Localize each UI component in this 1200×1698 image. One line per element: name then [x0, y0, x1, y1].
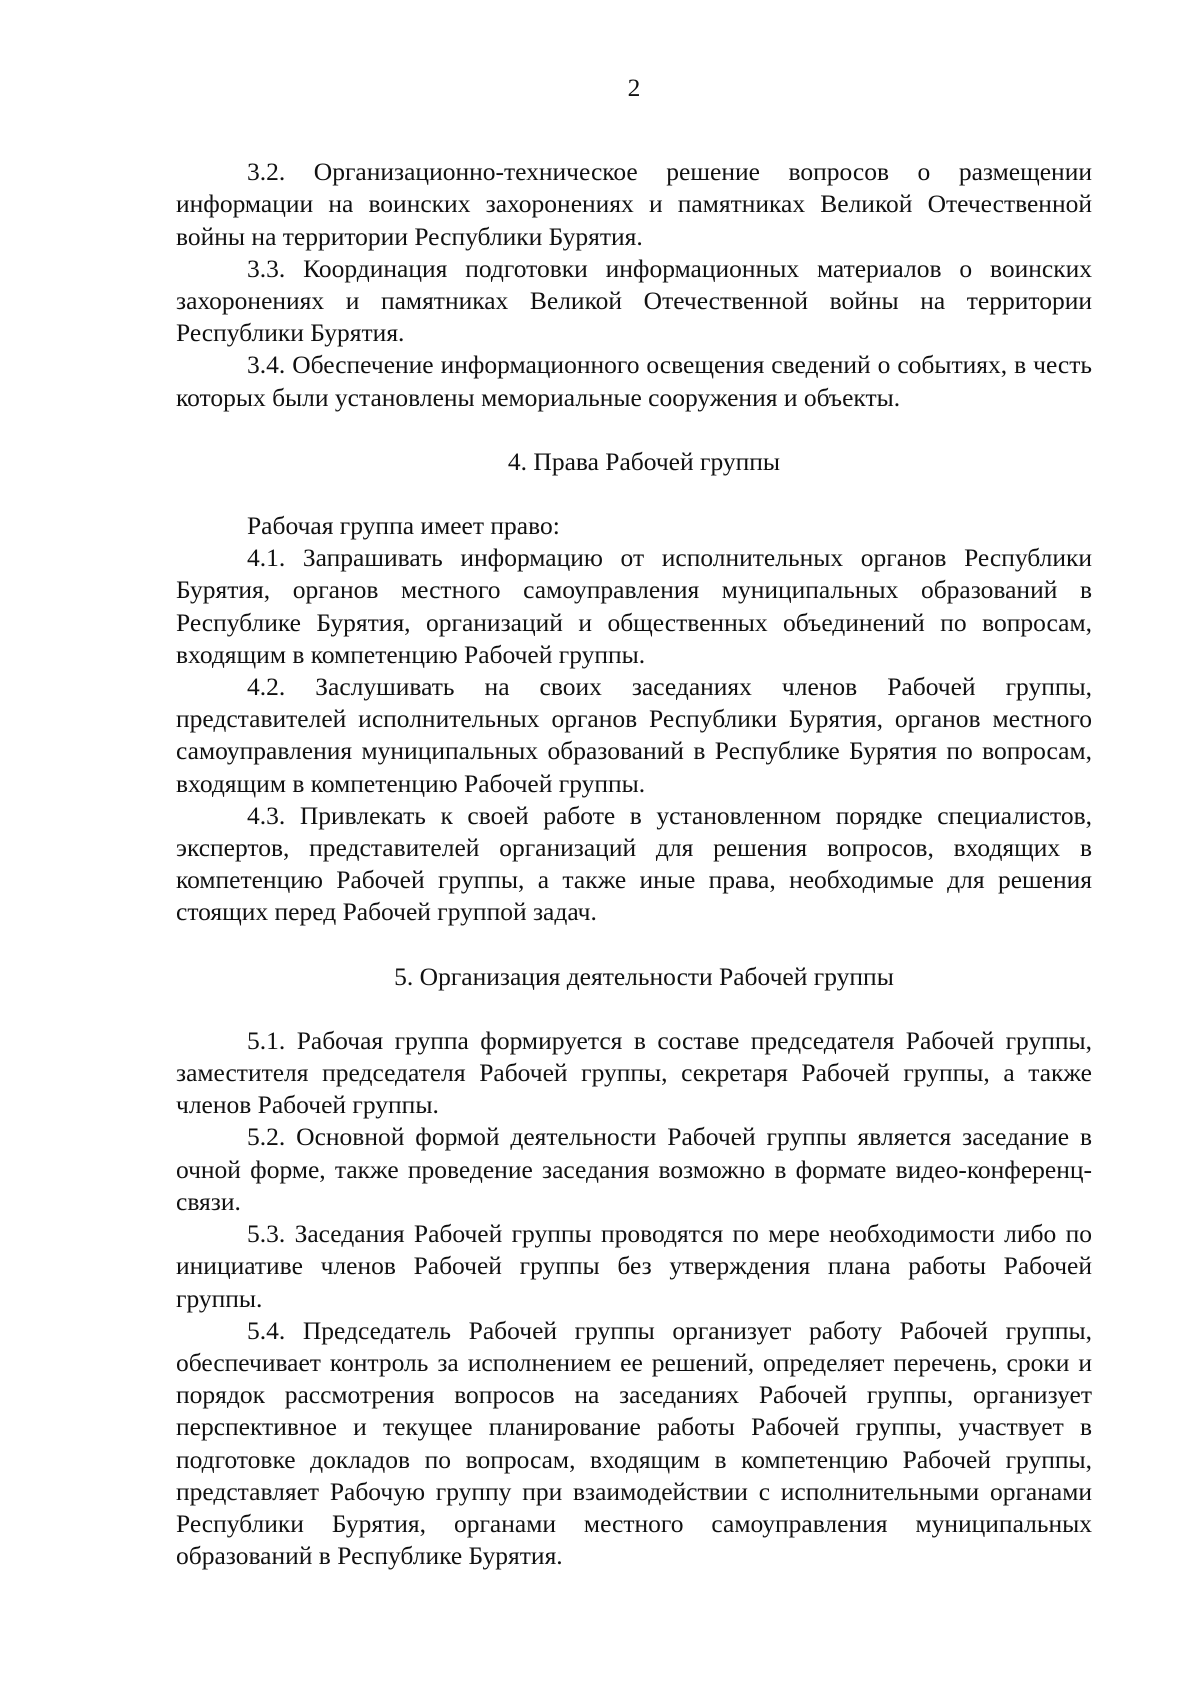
section-3-continuation: [176, 156, 1092, 414]
section-4: [176, 446, 1092, 929]
paragraph-4-1: 4.1. Запрашивать информацию от исполнительных органов Республики Бурятия, органов местного самоуправления муниципальных образований в Республике Бурятия, организаций и общественных объединений по вопросам, входящим в компетенцию Рабочей группы.: [176, 543, 1092, 669]
paragraph-3-2: 3.2. Организационно-техническое решение вопросов о размещении информации на воинских захоронениях и памятниках Великой Отечественной войны на территории Республики Бурятия.: [176, 157, 1092, 251]
paragraph-5-2: 5.2. Основной формой деятельности Рабочей группы является заседание в очной форме, также проведение заседания возможно в формате видео-конференц-связи.: [176, 1122, 1092, 1216]
section-4-heading: 4. Права Рабочей группы: [507, 446, 781, 476]
paragraph-5-4: 5.4. Председатель Рабочей группы организует работу Рабочей группы, обеспечивает контроль за исполнением ее решений, определяет перечень, сроки и порядок рассмотрения вопросов на заседаниях Рабочей группы, организует перспективное и текущее планирование работы Рабочей группы, участвует в подготовке докладов по вопросам, входящим в компетенцию Рабочей группы, представляет Рабочую группу при взаимодействии с исполнительными органами Республики Бурятия, органами местного самоуправления муниципальных образований в Республике Бурятия.: [176, 1315, 1092, 1571]
section-5: [176, 961, 1092, 1573]
paragraph-4-3: 4.3. Привлекать к своей работе в установленном порядке специалистов, экспертов, представителей организаций для решения вопросов, входящих в компетенцию Рабочей группы, а также иные права, необходимые для решения стоящих перед Рабочей группой задач.: [176, 800, 1092, 927]
paragraph-4-intro: Рабочая группа имеет право:: [247, 511, 560, 541]
paragraph-5-3: 5.3. Заседания Рабочей группы проводятся по мере необходимости либо по инициативе членов Рабочей группы без утверждения плана работы Рабочей группы.: [176, 1219, 1092, 1313]
section-5-heading: 5. Организация деятельности Рабочей группы: [394, 961, 894, 991]
paragraph-3-3: 3.3. Координация подготовки информационных материалов о воинских захоронениях и памятниках Великой Отечественной войны на территории Республики Бурятия.: [176, 253, 1092, 348]
paragraph-3-4: 3.4. Обеспечение информационного освещения сведений о событиях, в честь которых были установлены мемориальные сооружения и объекты.: [176, 350, 1092, 412]
page-number: 2: [627, 73, 641, 102]
paragraph-4-2: 4.2. Заслушивать на своих заседаниях членов Рабочей группы, представителей исполнительных органов Республики Бурятия, органов местного самоуправления муниципальных образований в Республике Бурятия по вопросам, входящим в компетенцию Рабочей группы.: [176, 672, 1092, 798]
paragraph-5-1: 5.1. Рабочая группа формируется в составе председателя Рабочей группы, заместителя председателя Рабочей группы, секретаря Рабочей группы, а также членов Рабочей группы.: [176, 1025, 1092, 1120]
